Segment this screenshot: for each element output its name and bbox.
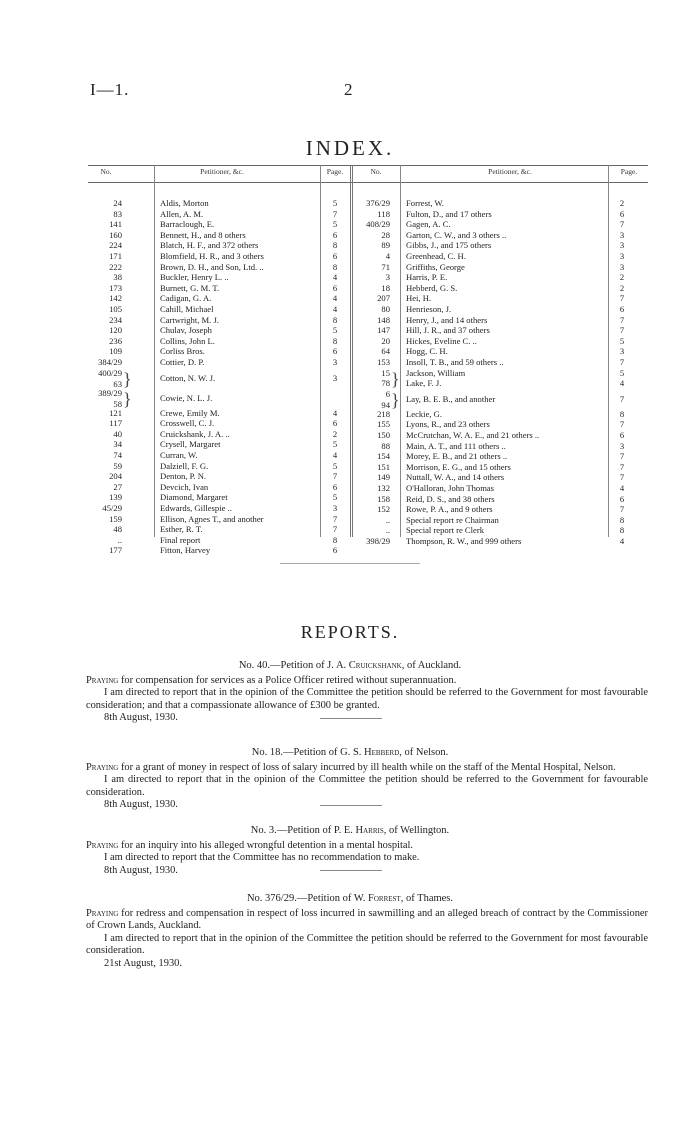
- petitioner-name: Gagen, A. C.: [406, 219, 451, 230]
- entry-number: 222: [109, 261, 122, 272]
- petition-title: [0, 893, 700, 904]
- page-reference: 7: [619, 472, 625, 483]
- petitioner-name: Special report re Chairman: [406, 514, 499, 525]
- page-reference: 5: [619, 335, 625, 346]
- petitioner-name: Special report re Clerk: [406, 525, 485, 536]
- praying-paragraph: [86, 908, 648, 970]
- petitioner-name: Cruickshank, J. A. ..: [160, 428, 230, 439]
- page-reference: 5: [619, 367, 625, 378]
- entry-number: 160: [109, 229, 122, 240]
- page-reference: 8: [332, 335, 338, 346]
- petitioner-name: Harris, P. E.: [406, 272, 448, 283]
- entry-number-secondary: 63: [113, 378, 122, 389]
- petitioner-name: Henrieson, J.: [406, 304, 452, 314]
- entry-number: 147: [377, 325, 390, 336]
- entry-number: 177: [109, 545, 122, 556]
- petitioner-name: Fulton, D., and 17 others: [406, 208, 492, 219]
- entry-number: 74: [113, 450, 122, 460]
- petitioner-name: Ellison, Agnes T., and another: [160, 513, 264, 524]
- entry-number: 27: [113, 481, 122, 492]
- page-reference: 7: [619, 219, 625, 230]
- petitioner-name: Fitton, Harvey: [160, 545, 211, 556]
- petitioner-name: Crosswell, C. J.: [160, 418, 215, 429]
- petition-title-prefix: No. 376/29.—Petition of W.: [246, 893, 369, 904]
- petition-title-prefix: No. 40.—Petition of J. A.: [238, 660, 349, 671]
- petitioner-name: Gibbs, J., and 175 others: [406, 240, 492, 251]
- petitioner-name: Main, A. T., and 111 others ..: [406, 440, 506, 451]
- petitioner-name: Devcich, Ivan: [160, 481, 209, 492]
- entry-number: ..: [117, 534, 122, 545]
- petitioner-surname: Hebberd: [364, 747, 400, 758]
- page-reference: 4: [619, 378, 625, 389]
- page-reference: 4: [619, 536, 625, 546]
- entry-number: 118: [377, 208, 390, 219]
- column-rule: [320, 165, 321, 537]
- petitioner-name: Morey, E. B., and 21 others ..: [406, 451, 508, 462]
- brace-mark: }: [123, 368, 132, 389]
- entry-number: 83: [113, 208, 122, 219]
- brace-mark: }: [391, 368, 400, 389]
- entry-number: 20: [381, 335, 390, 346]
- entry-number-secondary: 58: [113, 398, 122, 409]
- praying-lead: Praying: [86, 840, 119, 851]
- page-reference: 5: [332, 492, 338, 503]
- page-reference: 4: [332, 272, 338, 283]
- page-reference: 2: [332, 428, 338, 439]
- entry-number: 24: [113, 198, 122, 208]
- brace-mark: }: [391, 389, 400, 410]
- petition-title-prefix: No. 3.—Petition of P. E.: [250, 825, 356, 836]
- petitioner-name: Reid, D. S., and 38 others: [406, 493, 495, 504]
- petitioner-name: Blomfield, H. R., and 3 others: [160, 251, 264, 261]
- praying-paragraph: [86, 840, 648, 877]
- petitioner-name: Collins, John L.: [160, 335, 215, 346]
- page-reference: 7: [619, 393, 625, 404]
- entry-number: 159: [109, 513, 122, 524]
- entry-number: 117: [109, 418, 122, 429]
- report-body: I am directed to report that in the opinion of the Committee the petition should be referred to the Government for most favourable consideration; and that a compassionate allowance of £300 be granted.: [86, 687, 648, 711]
- petitioner-name: Burnett, G. M. T.: [160, 282, 220, 293]
- petitioner-name: Esther, R. T.: [160, 524, 203, 535]
- entry-number: 64: [381, 346, 390, 357]
- page-reference: 7: [332, 471, 338, 482]
- petition-title: [0, 747, 700, 758]
- petition-title-prefix: No. 18.—Petition of G. S.: [251, 747, 365, 758]
- petition-title-suffix: , of Auckland.: [401, 660, 462, 671]
- petitioner-name: Brown, D. H., and Son, Ltd. ..: [160, 261, 264, 272]
- entry-number: 150: [377, 430, 390, 440]
- petitioner-name: Greenhead, C. H.: [406, 251, 466, 261]
- page-reference: 7: [332, 513, 338, 524]
- petitioner-name: Hei, H.: [406, 293, 432, 304]
- page-reference: 2: [619, 198, 625, 208]
- entry-number: 408/29: [366, 219, 390, 230]
- page-reference: 6: [332, 481, 338, 492]
- entry-number: 142: [109, 293, 122, 304]
- page-reference: 3: [619, 229, 625, 240]
- header-petitioner-left: Petitioner, &c.: [200, 167, 244, 176]
- entry-number: 398/29: [366, 536, 390, 546]
- column-rule-double: [350, 165, 353, 537]
- page-reference: 3: [332, 503, 338, 513]
- entry-number: 88: [381, 440, 390, 451]
- praying-lead: Praying: [86, 675, 119, 686]
- entry-number: 149: [377, 472, 390, 483]
- entry-number: 48: [113, 524, 122, 535]
- report-separator: [320, 870, 382, 871]
- entry-number: 234: [109, 314, 122, 325]
- page-reference: 6: [619, 208, 625, 219]
- entry-number: 224: [109, 240, 122, 251]
- entry-number: 121: [109, 407, 122, 418]
- petitioner-name: Aldis, Morton: [160, 198, 209, 208]
- section-divider: [280, 563, 420, 564]
- petitioner-name: Crewe, Emily M.: [160, 407, 220, 418]
- praying-text: for redress and compensation in respect of loss incurred in sawmilling and an alleged breach of contract by the Commissioner of Crown Lands, Auckland.: [86, 908, 648, 932]
- petitioner-name: Hogg, C. H.: [406, 346, 448, 357]
- petitioner-name: Curran, W.: [160, 450, 198, 460]
- page-reference: 4: [332, 293, 338, 304]
- petitioner-name: Cartwright, M. J.: [160, 314, 219, 325]
- entry-number: 218: [377, 408, 390, 419]
- entry-number: 207: [377, 293, 390, 304]
- page-reference: 6: [332, 251, 338, 261]
- page-reference: 5: [332, 198, 338, 208]
- page-reference: 3: [619, 440, 625, 451]
- entry-number: 236: [109, 335, 122, 346]
- entry-number-secondary: 94: [381, 399, 390, 410]
- column-rule: [154, 165, 155, 537]
- petitioner-name: Cowie, N. L. J.: [160, 392, 213, 403]
- table-top-rule: [88, 165, 648, 166]
- page-reference: 8: [332, 534, 338, 545]
- reports-title: REPORTS.: [300, 622, 400, 642]
- page-reference: 3: [619, 251, 625, 261]
- petitioner-name: Leckie, G.: [406, 408, 443, 419]
- page-reference: 7: [332, 208, 338, 219]
- petition-title: [0, 660, 700, 671]
- entry-number: 384/29: [98, 357, 122, 367]
- header-page-right: Page.: [620, 167, 638, 176]
- page-reference: 6: [332, 545, 338, 556]
- index-title: INDEX.: [305, 136, 395, 160]
- petitioner-name: Lyons, R., and 23 others: [406, 419, 490, 430]
- page-reference: 6: [619, 304, 625, 314]
- page-reference: 5: [332, 219, 338, 230]
- page-reference: 7: [619, 504, 625, 515]
- page-reference: 6: [332, 418, 338, 429]
- petition-title-suffix: , of Thames.: [400, 893, 454, 904]
- entry-number: 4: [385, 251, 390, 261]
- petitioner-name: Thompson, R. W., and 999 others: [406, 536, 522, 546]
- page-reference: 7: [619, 293, 625, 304]
- page-reference: 3: [332, 372, 338, 383]
- entry-number: ..: [385, 514, 390, 525]
- entry-number: 158: [377, 493, 390, 504]
- report-date: 8th August, 1930.: [104, 712, 178, 724]
- page-reference: 6: [332, 229, 338, 240]
- page-reference: 6: [332, 282, 338, 293]
- page-reference: 8: [332, 240, 338, 251]
- petitioner-name: Forrest, W.: [406, 198, 444, 208]
- petitioner-name: O'Halloran, John Thomas: [406, 483, 495, 493]
- entry-number: 151: [377, 461, 390, 472]
- petitioner-surname: Forrest: [368, 893, 401, 904]
- petitioner-name: Morrison, E. G., and 15 others: [406, 461, 511, 472]
- entry-number: 71: [381, 261, 390, 272]
- entry-number: 376/29: [366, 198, 390, 208]
- table-header-rule: [88, 182, 648, 183]
- petitioner-name: Garton, C. W., and 3 others ..: [406, 229, 507, 240]
- report-date: 21st August, 1930.: [104, 957, 182, 969]
- entry-number: 152: [377, 504, 390, 515]
- petition-title-suffix: , of Wellington.: [383, 825, 450, 836]
- entry-number: 153: [377, 357, 390, 367]
- report-body: I am directed to report that in the opinion of the Committee the petition should be referred to the Government for favourable consideration.: [86, 774, 648, 798]
- page-reference: 7: [619, 461, 625, 472]
- entry-number: 28: [381, 229, 390, 240]
- entry-number: 15: [381, 367, 390, 378]
- entry-number: 89: [381, 240, 390, 251]
- praying-lead: Praying: [86, 908, 119, 919]
- page-reference: 4: [619, 483, 625, 493]
- page-reference: 7: [619, 419, 625, 430]
- page-reference: 7: [332, 524, 338, 535]
- page-reference: 3: [619, 261, 625, 272]
- entry-number: 204: [109, 471, 122, 482]
- petitioner-name: Barraclough, E.: [160, 219, 215, 230]
- entry-number: 80: [381, 304, 390, 314]
- page-reference: 2: [619, 282, 625, 293]
- petitioner-name: Lay, B. E. B., and another: [406, 393, 496, 404]
- entry-number: 141: [109, 219, 122, 230]
- page-reference: 8: [332, 261, 338, 272]
- entry-number: ..: [385, 525, 390, 536]
- report-date: 8th August, 1930.: [104, 864, 178, 876]
- petitioner-surname: Harris: [355, 825, 384, 836]
- column-rule: [608, 165, 609, 537]
- petitioner-name: Dalziell, F. G.: [160, 460, 209, 471]
- report-separator: [320, 718, 382, 719]
- petitioner-name: Rowe, P. A., and 9 others: [406, 504, 493, 515]
- entry-number: 40: [113, 428, 122, 439]
- page-reference: 3: [619, 346, 625, 357]
- report-body: I am directed to report that the Committee has no recommendation to make.: [104, 852, 420, 864]
- report-date: 8th August, 1930.: [104, 799, 178, 811]
- entry-number: 155: [377, 419, 390, 430]
- page-reference: 5: [332, 460, 338, 471]
- page-reference: 4: [332, 450, 338, 460]
- petitioner-name: Hickes, Eveline C. ..: [406, 335, 477, 346]
- praying-text: for compensation for services as a Police Officer retired without superannuation.: [118, 675, 457, 686]
- petitioner-name: Hill, J. R., and 37 others: [406, 325, 490, 336]
- entry-number: 105: [109, 304, 122, 314]
- petitioner-name: Lake, F. J.: [406, 378, 442, 389]
- petitioner-name: Denton, P. N.: [160, 471, 207, 482]
- petitioner-surname: Cruickshank: [348, 660, 402, 671]
- entry-number: 389/29: [98, 387, 122, 398]
- petitioner-name: Henry, J., and 14 others: [406, 314, 488, 325]
- entry-number: 45/29: [102, 503, 122, 513]
- petitioner-name: Edwards, Gillespie ..: [160, 503, 232, 513]
- petition-title: [0, 825, 700, 836]
- praying-text: for a grant of money in respect of loss of salary incurred by ill health while on the staff of the Mental Hospital, Nelson.: [118, 762, 616, 773]
- entry-number: 173: [109, 282, 122, 293]
- page-reference: 2: [619, 272, 625, 283]
- petitioner-name: Diamond, Margaret: [160, 492, 228, 503]
- page-reference: 4: [332, 407, 338, 418]
- entry-number: 132: [377, 483, 390, 493]
- header-page-left: Page.: [326, 167, 344, 176]
- page-reference: 7: [619, 325, 625, 336]
- entry-number: 18: [381, 282, 390, 293]
- entry-number: 59: [113, 460, 122, 471]
- brace-mark: }: [123, 388, 132, 409]
- entry-number: 6: [385, 388, 390, 399]
- praying-lead: Praying: [86, 762, 119, 773]
- praying-text: for an inquiry into his alleged wrongful detention in a mental hospital.: [118, 840, 413, 851]
- entry-number: 109: [109, 346, 122, 357]
- entry-number: 139: [109, 492, 122, 503]
- page-reference: 7: [619, 357, 625, 367]
- page-reference: 6: [619, 493, 625, 504]
- petitioner-name: Cotton, N. W. J.: [160, 372, 216, 383]
- page-reference: 7: [619, 314, 625, 325]
- entry-number: 171: [109, 251, 122, 261]
- petitioner-name: Nuttall, W. A., and 14 others: [406, 472, 505, 483]
- header-petitioner-right: Petitioner, &c.: [488, 167, 532, 176]
- entry-number: 154: [377, 451, 390, 462]
- petitioner-name: Jackson, William: [406, 367, 466, 378]
- petitioner-name: Chulav, Joseph: [160, 325, 212, 336]
- page-reference: 8: [619, 408, 625, 419]
- column-rule: [400, 165, 401, 537]
- page-reference: 5: [332, 325, 338, 336]
- page-reference: 8: [619, 525, 625, 536]
- petitioner-name: Bennett, H., and 8 others: [160, 229, 246, 240]
- entry-number: 3: [385, 272, 390, 283]
- header-no-right: No.: [370, 167, 382, 176]
- page-reference: 6: [619, 430, 625, 440]
- petitioner-name: Insoll, T. B., and 59 others ..: [406, 357, 504, 367]
- page-reference: 5: [332, 439, 338, 450]
- entry-number: 38: [113, 272, 122, 283]
- page-reference: 8: [619, 514, 625, 525]
- petitioner-name: Buckler, Henry L. ..: [160, 272, 229, 283]
- page-reference: 3: [332, 357, 338, 367]
- petitioner-name: Hebberd, G. S.: [406, 282, 458, 293]
- entry-number: 120: [109, 325, 122, 336]
- index-table: [88, 165, 648, 556]
- header-no-left: No.: [100, 167, 112, 176]
- petitioner-name: Crysell, Margaret: [160, 439, 221, 450]
- page-reference: 4: [332, 304, 338, 314]
- petitioner-name: Cadigan, G. A.: [160, 293, 212, 304]
- page-number: 2: [344, 80, 353, 99]
- petition-title-suffix: , of Nelson.: [399, 747, 449, 758]
- report-separator: [320, 805, 382, 806]
- entry-number: 148: [377, 314, 390, 325]
- petitioner-name: Blatch, H. F., and 372 others: [160, 240, 259, 251]
- petitioner-name: McCrutchan, W. A. E., and 21 others ..: [406, 430, 540, 440]
- petitioner-name: Cottier, D. P.: [160, 357, 205, 367]
- petitioner-name: Allen, A. M.: [160, 208, 204, 219]
- page-reference: 6: [332, 346, 338, 357]
- document-reference: I—1.: [90, 80, 130, 99]
- petitioner-name: Griffiths, George: [406, 261, 465, 272]
- report-body: I am directed to report that in the opinion of the Committee the petition should be referred to the Government for most favourable consideration.: [86, 932, 648, 957]
- entry-number: 78: [381, 378, 390, 389]
- petitioner-name: Final report: [160, 534, 201, 545]
- page-reference: 8: [332, 314, 338, 325]
- page-reference: 7: [619, 451, 625, 462]
- entry-number: 34: [113, 439, 122, 450]
- petitioner-name: Cahill, Michael: [160, 304, 214, 314]
- page-reference: 3: [619, 240, 625, 251]
- petitioner-name: Corliss Bros.: [160, 346, 205, 357]
- entry-number: 400/29: [98, 367, 122, 378]
